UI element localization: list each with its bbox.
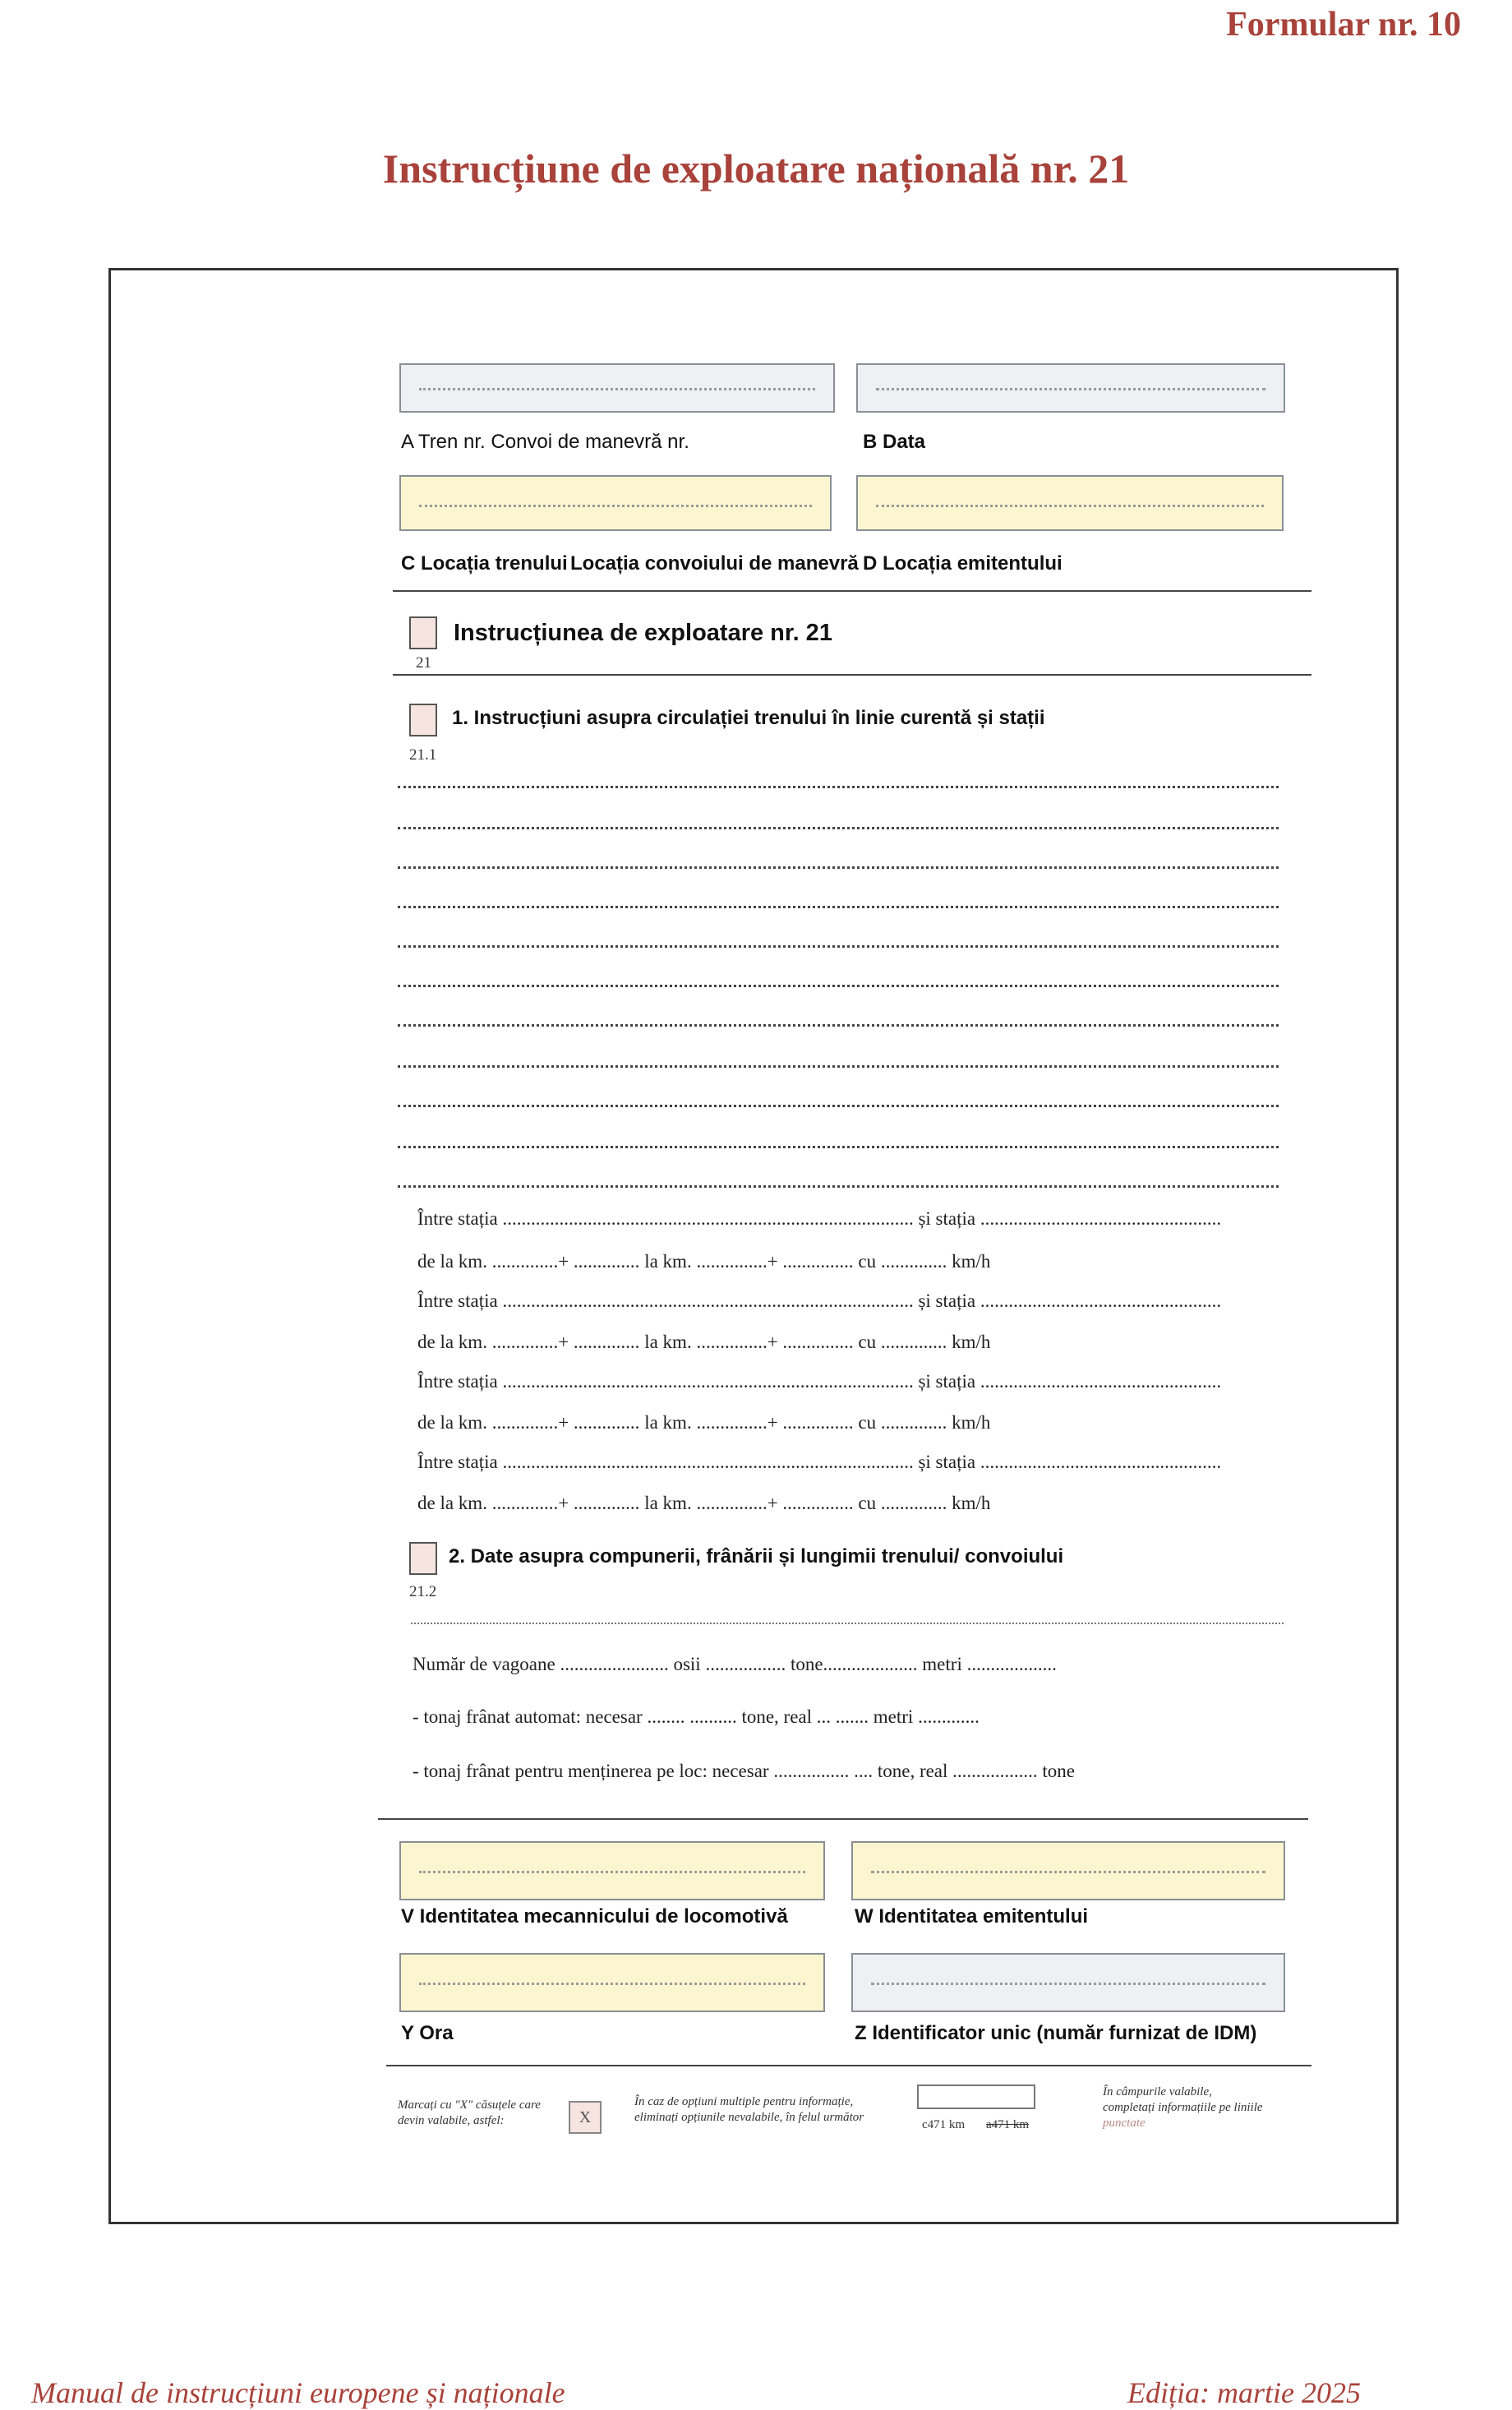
checkbox-section-21-2[interactable] [409,1542,437,1575]
text-line[interactable] [398,1024,1279,1027]
divider [393,674,1311,676]
wagons-row: Număr de vagoane ....................... osii ................. tone.................... metri ................... [413,1654,1057,1674]
field-v-driver-identity[interactable] [399,1841,825,1900]
station-row: Între stația ....................................................................................... și stația ................................................... [417,1290,1222,1311]
footer-manual-title: Manual de instrucțiuni europene și naționale [31,2376,565,2409]
legend-fill-instruction: În câmpurile valabile, completați informațiile pe liniile punctate [1103,2085,1263,2130]
label-c-train: C Locația trenului [401,552,568,575]
label-c-shunting: Locația convoiului de manevră [570,552,859,575]
section1-code: 21.1 [409,746,437,764]
text-line[interactable] [398,1146,1279,1148]
text-line[interactable] [398,786,1279,788]
legend-multi-options: În caz de opțiuni multiple pentru informație, eliminați opțiunile nevalabile, în felul următor [634,2095,864,2124]
divider [386,2065,1311,2066]
parking-brake-row: - tonaj frânat pentru menținerea pe loc: necesar ................ .... tone, real .................. tone [413,1761,1076,1781]
page-title: Instrucțiune de exploatare națională nr. 21 [382,145,1130,192]
label-a: A Tren nr. Convoi de manevră nr. [401,431,689,453]
checkbox-instruction-21[interactable] [409,616,437,649]
km-row: de la km. ..............+ .............. la km. ...............+ ............... cu .............. km/h [417,1412,991,1433]
label-v: V Identitatea mecannicului de locomotivă [401,1905,788,1928]
legend-km-invalid: a471 km [986,2118,1030,2131]
field-z-unique-id[interactable] [851,1953,1285,2012]
legend-km-valid: c471 km [922,2118,966,2131]
divider [393,590,1311,592]
field-a-train-number[interactable] [399,363,835,413]
instruction-code: 21 [416,654,431,672]
text-line[interactable] [398,866,1279,869]
legend-x-box: X [569,2101,602,2134]
station-row: Între stația ....................................................................................... și stația ................................................... [417,1371,1222,1392]
label-d: D Locația emitentului [863,552,1063,575]
station-row: Între stația ....................................................................................... și stația ................................................... [417,1208,1222,1229]
label-w: W Identitatea emitentului [855,1905,1089,1928]
instruction-heading: Instrucțiunea de exploatare nr. 21 [454,620,832,646]
auto-brake-row: - tonaj frânat automat: necesar ........ .......... tone, real ... ....... metri ............. [413,1706,980,1727]
field-y-time[interactable] [399,1953,825,2012]
label-b: B Data [863,431,926,453]
section1-heading: 1. Instrucțiuni asupra circulației trenului în linie curentă și stații [452,707,1045,729]
label-y: Y Ora [401,2022,454,2044]
station-row: Între stația ....................................................................................... și stația ................................................... [417,1452,1222,1472]
section2-code: 21.2 [409,1583,437,1600]
text-line[interactable] [398,906,1279,908]
divider [378,1818,1308,1820]
field-w-issuer-identity[interactable] [851,1841,1285,1900]
field-c-train-location[interactable] [399,475,832,531]
km-row: de la km. ..............+ .............. la km. ...............+ ............... cu .............. km/h [417,1251,991,1272]
text-line[interactable] [398,985,1279,987]
checkbox-section-21-1[interactable] [409,704,437,736]
label-z: Z Identificator unic (număr furnizat de IDM) [855,2022,1257,2044]
footer-edition: Ediția: martie 2025 [1127,2376,1361,2409]
text-line[interactable] [398,1065,1279,1068]
section2-heading: 2. Date asupra compunerii, frânării și lungimii trenului/ convoiului [449,1545,1064,1567]
km-row: de la km. ..............+ .............. la km. ...............+ ............... cu .............. km/h [417,1332,991,1352]
field-d-issuer-location[interactable] [856,475,1284,531]
field-b-date[interactable] [856,363,1285,413]
text-line[interactable] [411,1623,1284,1624]
text-line[interactable] [398,1185,1279,1188]
text-line[interactable] [398,945,1279,948]
legend-mark-instruction: Marcați cu "X" căsuțele care devin valabile, astfel: [398,2098,541,2127]
text-line[interactable] [398,827,1279,829]
text-line[interactable] [398,1105,1279,1107]
km-row: de la km. ..............+ .............. la km. ...............+ ............... cu .............. km/h [417,1493,991,1513]
form-number: Formular nr. 10 [1226,6,1461,44]
legend-empty-box [917,2085,1035,2109]
